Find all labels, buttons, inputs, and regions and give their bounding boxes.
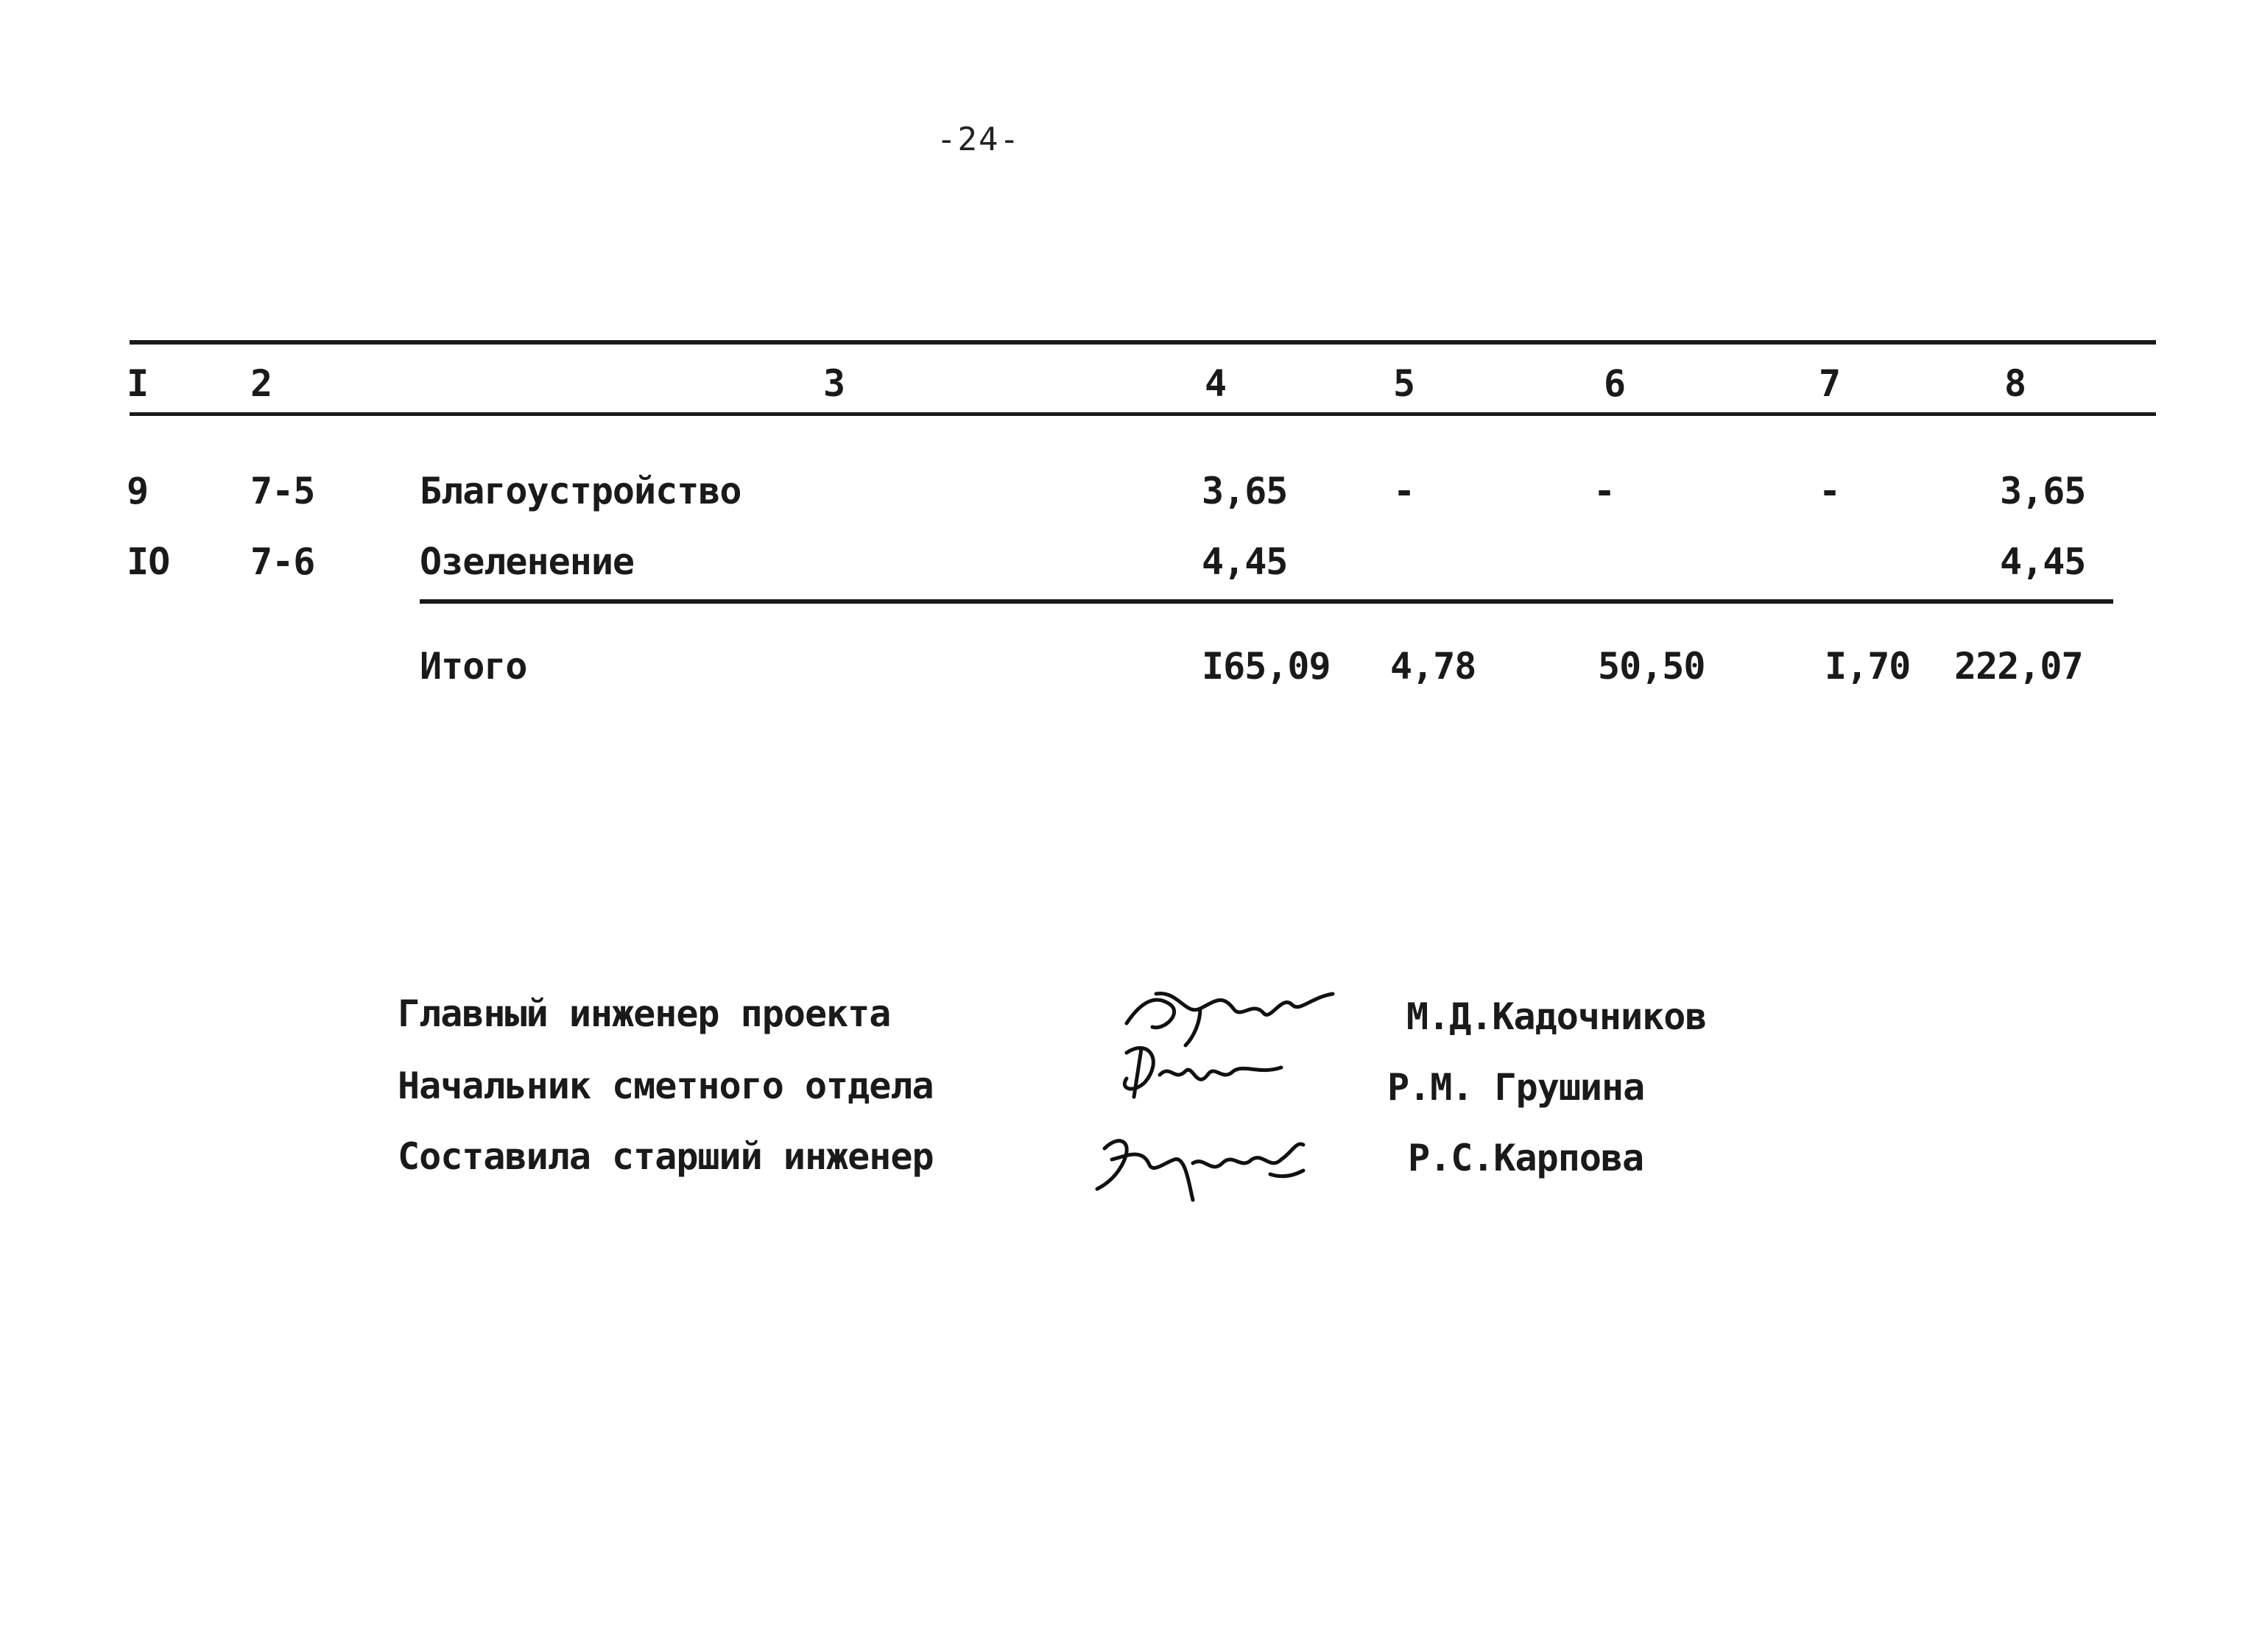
row-number: IO bbox=[127, 540, 170, 583]
table-top-rule bbox=[130, 340, 2156, 345]
signatory-title: Составила старший инженер bbox=[398, 1135, 934, 1178]
column-number-7: 7 bbox=[1819, 362, 1841, 405]
signatory-name: Р.С.Карпова bbox=[1408, 1137, 1644, 1179]
header-bottom-rule bbox=[130, 412, 2156, 416]
signatory-title: Главный инженер проекта bbox=[398, 992, 891, 1035]
total-rule bbox=[420, 599, 2113, 604]
total-col7: I,70 bbox=[1825, 645, 1911, 688]
row-col6: - bbox=[1593, 470, 1616, 512]
row-code: 7-6 bbox=[250, 540, 315, 583]
column-number-1: I bbox=[127, 362, 149, 405]
total-col6: 50,50 bbox=[1598, 645, 1705, 688]
column-number-8: 8 bbox=[2004, 362, 2026, 405]
column-number-2: 2 bbox=[250, 362, 272, 405]
total-col4: I65,09 bbox=[1202, 645, 1331, 688]
signatory-name: М.Д.Кадочников bbox=[1406, 995, 1707, 1038]
row-col7: - bbox=[1819, 470, 1841, 512]
row-number: 9 bbox=[127, 470, 149, 512]
row-name: Благоустройство bbox=[420, 470, 741, 512]
column-number-4: 4 bbox=[1205, 362, 1227, 405]
row-col8: 3,65 bbox=[2000, 470, 2086, 512]
page-number: -24- bbox=[937, 121, 1021, 158]
signatory-title: Начальник сметного отдела bbox=[398, 1065, 934, 1107]
row-col8: 4,45 bbox=[2000, 540, 2086, 583]
row-code: 7-5 bbox=[250, 470, 315, 512]
row-col5: - bbox=[1393, 470, 1415, 512]
total-col5: 4,78 bbox=[1390, 645, 1476, 688]
total-label: Итого bbox=[420, 645, 527, 688]
total-col8: 222,07 bbox=[1954, 645, 2083, 688]
column-number-3: 3 bbox=[823, 362, 845, 405]
row-col4: 3,65 bbox=[1202, 470, 1288, 512]
signatory-name: Р.М. Грушина bbox=[1387, 1066, 1645, 1109]
handwritten-signature-3 bbox=[1082, 1119, 1318, 1215]
column-number-6: 6 bbox=[1604, 362, 1626, 405]
row-name: Озеленение bbox=[420, 540, 635, 583]
row-col4: 4,45 bbox=[1202, 540, 1288, 583]
column-number-5: 5 bbox=[1393, 362, 1415, 405]
handwritten-signature-2 bbox=[1104, 1031, 1296, 1112]
